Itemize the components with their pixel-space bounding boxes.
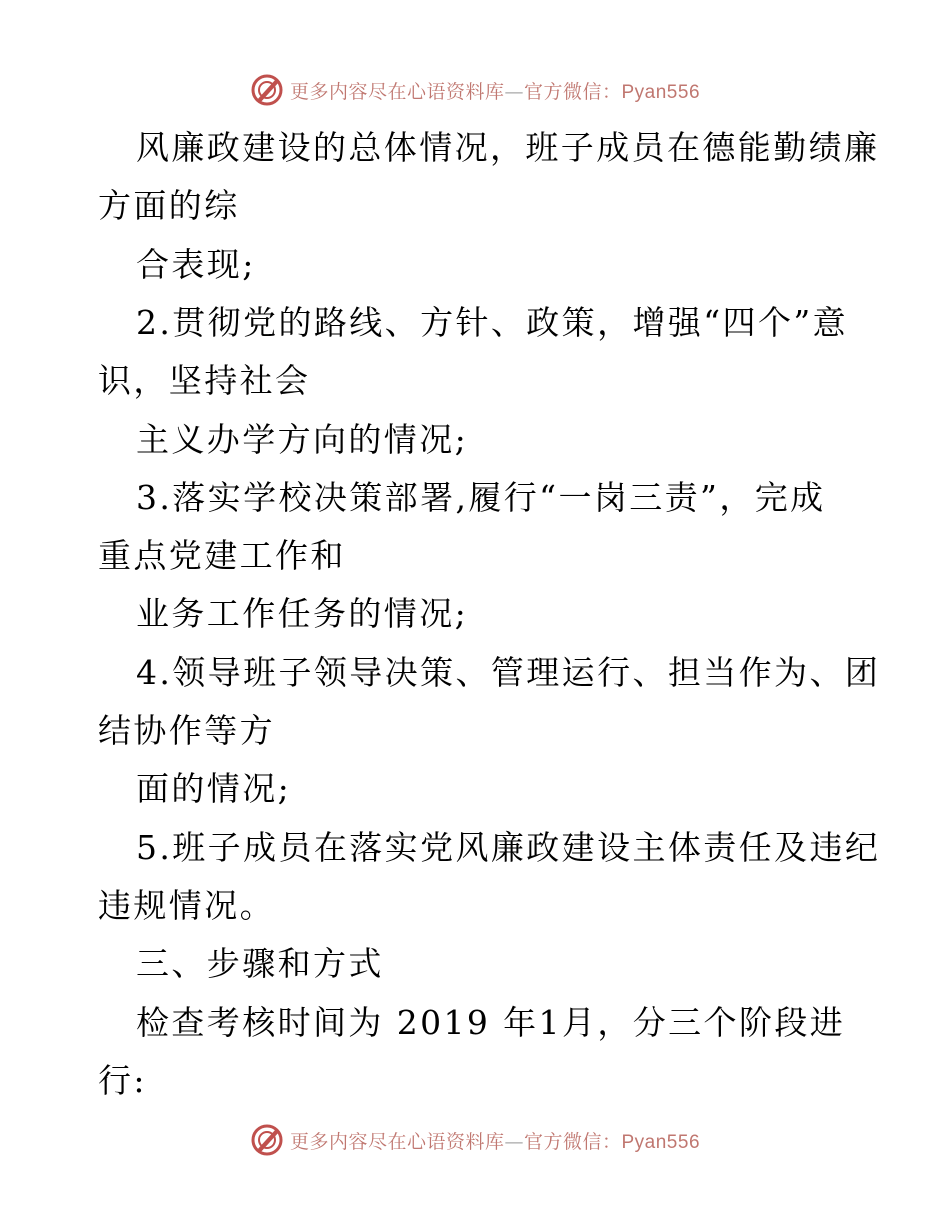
watermark-suffix: 官方微信： [523,1130,622,1153]
body-line: 面的情况; [136,769,292,809]
body-line: 合表现; [136,244,256,284]
watermark-text [290,1127,700,1154]
body-line: 业务工作任务的情况; [136,594,469,634]
body-line: 5.班子成员在落实党风廉政建设主体责任及违纪 [136,827,881,867]
watermark-banner-bottom [0,1120,950,1160]
watermark-site: 更多内容尽在心语资料库 [289,1130,505,1153]
body-line: 4.领导班子领导决策、管理运行、担当作为、团 [136,652,881,692]
body-line: 结协作等方 [98,711,275,750]
watermark-banner-top [0,70,950,110]
watermark-dash: — [504,1130,524,1153]
body-line: 识，坚持社会 [98,361,311,401]
body-line: 2.贯彻党的路线、方针、政策，增强“四个”意 [136,302,849,342]
watermark-site: 更多内容尽在心语资料库 [289,80,505,103]
body-line: 三、步骤和方式 [136,944,384,984]
quill-logo-icon [250,73,284,107]
quill-logo-icon [250,1123,284,1157]
body-line: 3.落实学校决策部署,履行“一岗三责”，完成 [136,477,826,517]
body-line: 重点党建工作和 [98,536,346,576]
watermark-suffix: 官方微信： [523,80,622,103]
body-line: 检查考核时间为 2019 年1月，分三个阶段进 [136,1002,846,1042]
body-line: 方面的综 [98,186,240,226]
watermark-account: Pyan556 [621,1131,701,1153]
watermark-text [290,77,700,104]
body-line: 行: [98,1060,147,1100]
body-line: 主义办学方向的情况; [136,419,469,459]
watermark-account: Pyan556 [621,81,701,103]
body-line: 违规情况。 [98,885,275,925]
watermark-dash: — [504,80,524,103]
body-line: 风廉政建设的总体情况，班子成员在德能勤绩廉 [136,128,880,167]
